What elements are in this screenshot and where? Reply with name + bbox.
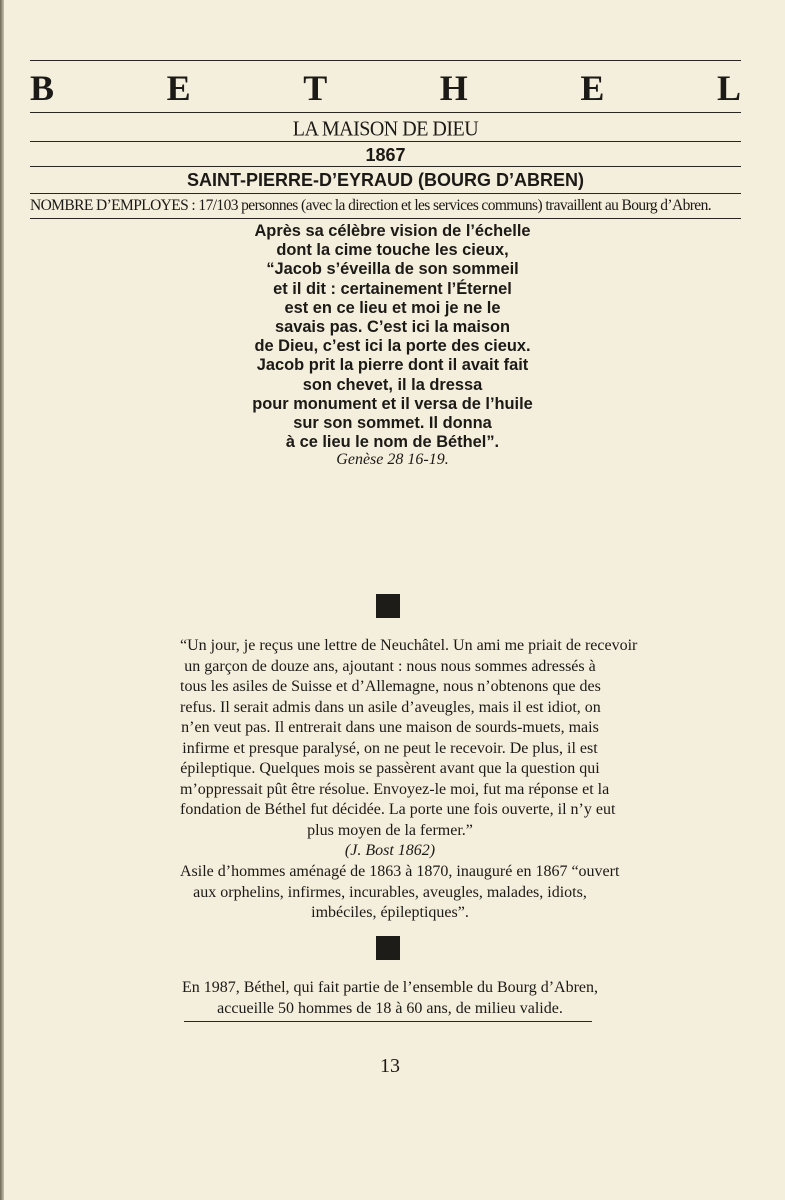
quote-line: pour monument et il versa de l’huile — [252, 394, 533, 413]
employees-line: NOMBRE D’EMPLOYES : 17/103 personnes (avec la direction et les services communs) travaillent au Bourg d’Abren. — [30, 197, 711, 214]
bost-line: refus. Il serait admis dans un asile d’aveugles, mais il est idiot, on — [180, 698, 601, 716]
title-letter: T — [303, 68, 328, 108]
section-square-icon — [376, 936, 400, 960]
bost-line: plus moyen de la fermer.” — [307, 821, 473, 839]
status-line: accueille 50 hommes de 18 à 60 ans, de milieu valide. — [217, 999, 563, 1017]
rule-under-year — [30, 166, 741, 167]
title-letter: E — [166, 68, 191, 108]
quote-line: savais pas. C’est ici la maison — [274, 318, 511, 337]
rule-under-subtitle — [30, 141, 741, 142]
asile-line: Asile d’hommes aménagé de 1863 à 1870, inauguré en 1867 “ouvert — [180, 863, 620, 880]
bost-line: épileptique. Quelques mois se passèrent avant que la question qui — [180, 760, 600, 777]
title-letter: E — [580, 68, 605, 108]
rule-under-employees — [30, 218, 741, 219]
quote-line: son chevet, il la dressa — [302, 375, 483, 394]
year: 1867 — [365, 145, 406, 165]
bost-line: “Un jour, je reçus une lettre de Neuchâtel. Un ami me priait de recevoir — [180, 637, 638, 654]
rule-bottom — [184, 1021, 592, 1022]
page-number: 13 — [380, 1055, 400, 1077]
quote-line: et il dit : certainement l’Éternel — [273, 279, 512, 298]
bost-line: n’en veut pas. Il entrerait dans une maison de sourds-muets, mais — [181, 719, 599, 736]
quote-line: dont la cime touche les cieux, — [276, 241, 509, 260]
section-square-icon — [376, 594, 400, 618]
quote-line: Jacob prit la pierre dont il avait fait — [256, 356, 529, 375]
quote-line: Après sa célèbre vision de l’échelle — [254, 222, 531, 240]
page-title — [30, 68, 741, 108]
bost-line: un garçon de douze ans, ajoutant : nous nous sommes adressés à — [184, 657, 596, 675]
title-letter: L — [716, 68, 741, 108]
quote-line: de Dieu, c’est ici la porte des cieux. — [254, 337, 531, 356]
quote-line: est en ce lieu et moi je ne le — [284, 298, 501, 317]
rule-under-title — [30, 112, 741, 113]
bost-line: tous les asiles de Suisse et d’Allemagne, nous n’obtenons que des — [180, 678, 601, 695]
bost-source: (J. Bost 1862) — [344, 842, 436, 859]
bible-quote — [180, 222, 605, 452]
asile-line: aux orphelins, infirmes, incurables, aveugles, malades, idiots, — [193, 883, 587, 901]
place-name: SAINT-PIERRE-D’EYRAUD (BOURG D’ABREN) — [186, 170, 584, 190]
bost-line: m’oppressait pût être résolue. Envoyez-le moi, fut ma réponse et la — [180, 780, 610, 798]
asile-line: imbéciles, épileptiques”. — [311, 904, 469, 921]
rule-under-place — [30, 193, 741, 194]
status-line: En 1987, Béthel, qui fait partie de l’ensemble du Bourg d’Abren, — [181, 979, 599, 996]
quote-line: “Jacob s’éveilla de son sommeil — [266, 260, 519, 279]
bible-source: Genèse 28 16-19. — [336, 451, 449, 468]
bost-line: fondation de Béthel fut décidée. La porte une fois ouverte, il n’y eut — [180, 801, 616, 818]
current-status — [180, 978, 600, 1019]
asile-description — [180, 862, 620, 924]
title-letter: B — [30, 68, 55, 108]
subtitle: LA MAISON DE DIEU — [292, 117, 479, 141]
page-edge — [0, 0, 4, 1200]
quote-line: sur son sommet. Il donna — [293, 414, 492, 433]
bost-line: infirme et presque paralysé, on ne peut le recevoir. De plus, il est — [182, 739, 598, 757]
bost-quote — [180, 636, 638, 862]
quote-line: à ce lieu le nom de Béthel”. — [285, 433, 500, 452]
rule-top — [30, 60, 741, 61]
title-letter: H — [439, 68, 468, 108]
